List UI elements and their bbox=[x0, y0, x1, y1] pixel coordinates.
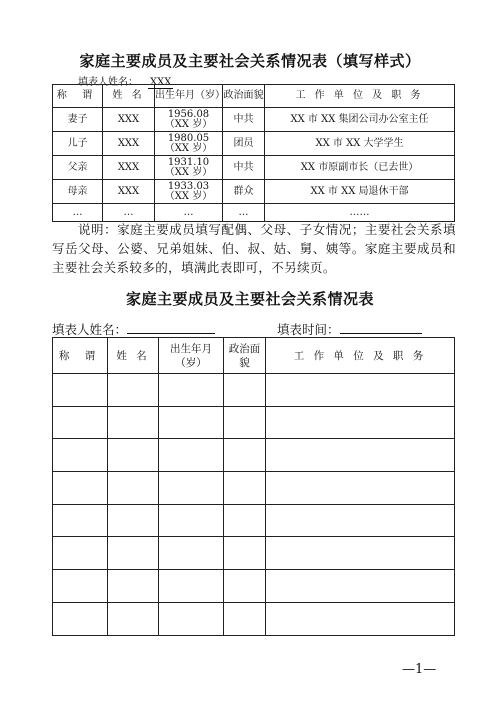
header-party: 政治面貌 bbox=[223, 85, 265, 108]
table-row bbox=[53, 108, 455, 132]
blank-cell[interactable] bbox=[108, 406, 159, 439]
cell-party: 中共 bbox=[223, 156, 265, 180]
blank-cell[interactable] bbox=[108, 570, 159, 603]
blank-cell[interactable] bbox=[224, 602, 266, 635]
blank-cell[interactable] bbox=[266, 504, 455, 537]
header-relation: 称 谓 bbox=[53, 338, 108, 374]
blank-cell[interactable] bbox=[159, 472, 224, 505]
cell-birth bbox=[155, 132, 223, 156]
blank-cell[interactable] bbox=[53, 374, 108, 407]
fill-time-label: 填表时间： bbox=[277, 322, 340, 337]
cell-relation: 儿子 bbox=[53, 132, 103, 156]
table-row bbox=[53, 537, 455, 570]
blank-cell[interactable] bbox=[159, 602, 224, 635]
table-row bbox=[53, 374, 455, 407]
header-birth: 出生年月（岁） bbox=[155, 85, 223, 108]
blank-cell[interactable] bbox=[266, 374, 455, 407]
filler-name-label: 填表人姓名： bbox=[52, 322, 128, 337]
blank-cell[interactable] bbox=[266, 472, 455, 505]
table-row bbox=[53, 180, 455, 204]
birth-date: 1956.08 bbox=[167, 108, 210, 120]
blank-cell[interactable] bbox=[159, 439, 224, 472]
cell-work: XX 市原副市长（已去世） bbox=[265, 156, 455, 180]
blank-cell[interactable] bbox=[224, 406, 266, 439]
blank-cell[interactable] bbox=[224, 472, 266, 505]
header-work: 工 作 单 位 及 职 务 bbox=[266, 338, 455, 374]
header-name: 姓 名 bbox=[103, 85, 155, 108]
table-row bbox=[53, 570, 455, 603]
blank-cell[interactable] bbox=[224, 570, 266, 603]
sample-table-header-row bbox=[53, 85, 455, 108]
blank-cell[interactable] bbox=[266, 406, 455, 439]
cell-party: … bbox=[223, 204, 265, 222]
blank-cell[interactable] bbox=[108, 439, 159, 472]
birth-age: （XX 岁） bbox=[164, 190, 213, 202]
birth-date: 1933.03 bbox=[167, 180, 210, 192]
form-header-row bbox=[53, 338, 455, 374]
blank-cell[interactable] bbox=[224, 439, 266, 472]
blank-form-table bbox=[52, 337, 455, 636]
cell-birth bbox=[155, 108, 223, 132]
blank-cell[interactable] bbox=[53, 439, 108, 472]
blank-cell[interactable] bbox=[224, 537, 266, 570]
blank-cell[interactable] bbox=[266, 537, 455, 570]
header-work: 工 作 单 位 及 职 务 bbox=[265, 85, 455, 108]
header-party: 政治面貌 bbox=[224, 338, 266, 374]
cell-work: XX 市 XX 集团公司办公室主任 bbox=[265, 108, 455, 132]
cell-relation: 父亲 bbox=[53, 156, 103, 180]
cell-birth bbox=[155, 156, 223, 180]
instructions-note: 说明：家庭主要成员填写配偶、父母、子女情况；主要社会关系填写岳父母、公婆、兄弟姐妹、伯、叔、姑、舅、姨等。家庭主要成员和主要社会关系较多的，填满此表即可，不另续页。 bbox=[52, 222, 456, 275]
cell-name: XXX bbox=[103, 156, 155, 180]
blank-cell[interactable] bbox=[53, 602, 108, 635]
cell-party: 中共 bbox=[223, 108, 265, 132]
header-birth: 出生年月（岁） bbox=[159, 338, 224, 374]
blank-cell[interactable] bbox=[108, 504, 159, 537]
birth-date: 1931.10 bbox=[167, 156, 210, 168]
blank-cell[interactable] bbox=[224, 374, 266, 407]
cell-name: XXX bbox=[103, 180, 155, 204]
cell-birth: … bbox=[155, 204, 223, 222]
table-row bbox=[53, 602, 455, 635]
fill-time-field bbox=[277, 320, 422, 338]
blank-cell[interactable] bbox=[159, 406, 224, 439]
table-row bbox=[53, 504, 455, 537]
sample-table bbox=[52, 84, 455, 222]
blank-cell[interactable] bbox=[266, 439, 455, 472]
sample-filler-value: XXX bbox=[150, 77, 172, 88]
table-row bbox=[53, 132, 455, 156]
blank-cell[interactable] bbox=[159, 504, 224, 537]
cell-relation: … bbox=[53, 204, 103, 222]
page-number: —1— bbox=[402, 662, 437, 677]
table-row bbox=[53, 156, 455, 180]
sample-table-title: 家庭主要成员及主要社会关系情况表（填写样式） bbox=[79, 52, 421, 70]
birth-date: 1980.05 bbox=[167, 132, 210, 144]
cell-party: 群众 bbox=[223, 180, 265, 204]
blank-cell[interactable] bbox=[159, 537, 224, 570]
blank-cell[interactable] bbox=[159, 374, 224, 407]
cell-work: XX 市 XX 局退休干部 bbox=[265, 180, 455, 204]
blank-cell[interactable] bbox=[266, 570, 455, 603]
blank-cell[interactable] bbox=[224, 504, 266, 537]
blank-cell[interactable] bbox=[266, 602, 455, 635]
cell-relation: 妻子 bbox=[53, 108, 103, 132]
blank-cell[interactable] bbox=[108, 374, 159, 407]
sample-filler-label: 填表人姓名： bbox=[78, 77, 138, 88]
birth-age: （XX 岁） bbox=[164, 118, 213, 130]
cell-name: … bbox=[103, 204, 155, 222]
cell-work: …… bbox=[265, 204, 455, 222]
filler-name-field bbox=[52, 320, 215, 338]
cell-name: XXX bbox=[103, 108, 155, 132]
blank-cell[interactable] bbox=[53, 537, 108, 570]
header-name: 姓 名 bbox=[108, 338, 159, 374]
blank-cell[interactable] bbox=[108, 602, 159, 635]
table-row bbox=[53, 439, 455, 472]
blank-cell[interactable] bbox=[53, 570, 108, 603]
blank-cell[interactable] bbox=[159, 570, 224, 603]
birth-age: （XX 岁） bbox=[164, 142, 213, 154]
header-relation: 称 谓 bbox=[53, 85, 103, 108]
table-row bbox=[53, 472, 455, 505]
blank-cell[interactable] bbox=[108, 537, 159, 570]
cell-party: 团员 bbox=[223, 132, 265, 156]
filler-name-blank[interactable] bbox=[127, 320, 215, 334]
form-title: 家庭主要成员及主要社会关系情况表 bbox=[125, 290, 374, 308]
blank-cell[interactable] bbox=[53, 472, 108, 505]
birth-age: （XX 岁） bbox=[164, 166, 213, 178]
blank-cell[interactable] bbox=[108, 472, 159, 505]
cell-relation: 母亲 bbox=[53, 180, 103, 204]
cell-birth bbox=[155, 180, 223, 204]
table-row bbox=[53, 204, 455, 222]
table-row bbox=[53, 406, 455, 439]
fill-time-blank[interactable] bbox=[340, 320, 422, 334]
cell-work: XX 市 XX 大学学生 bbox=[265, 132, 455, 156]
blank-cell[interactable] bbox=[53, 504, 108, 537]
cell-name: XXX bbox=[103, 132, 155, 156]
blank-cell[interactable] bbox=[53, 406, 108, 439]
